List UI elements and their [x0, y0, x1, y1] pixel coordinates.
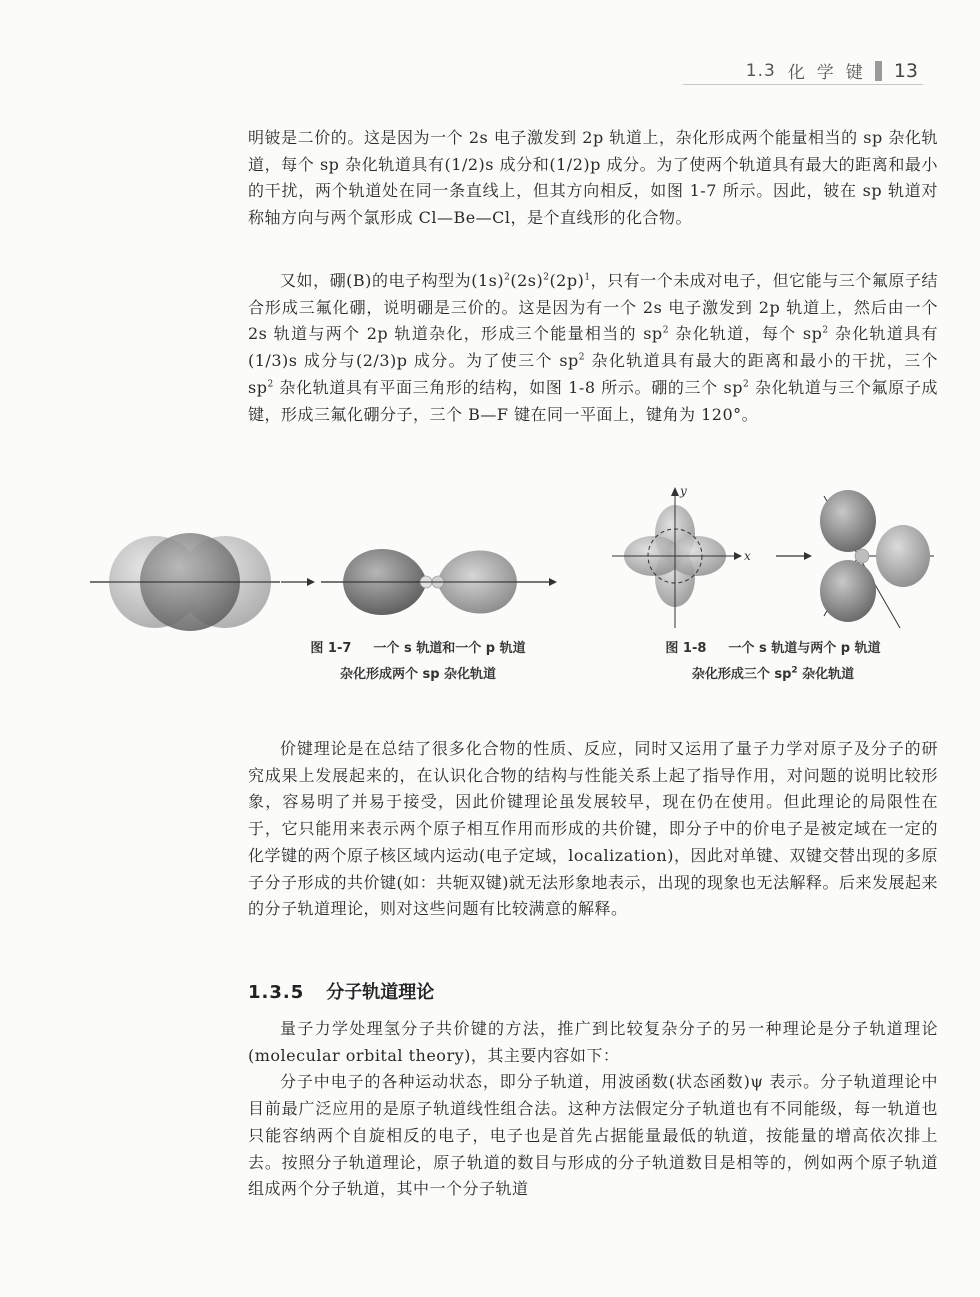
figure-number: 图 1-7 — [310, 641, 352, 656]
figure-number: 图 1-8 — [665, 641, 707, 656]
header-section-number: 1.3 — [745, 60, 776, 81]
paragraph-valence-bond — [248, 736, 938, 923]
page-number: 13 — [893, 59, 918, 82]
header-rule — [683, 84, 923, 85]
paragraph-1: 明铍是二价的。这是因为一个 2s 电子激发到 2p 轨道上，杂化形成两个能量相当的 sp 杂化轨道，每个 sp 杂化轨道具有(1/2)s 成分和(1/2)p 成分。为了使两个轨道具有最大的距离和最小的干扰，两个轨道处在同一条直线上，但其方向相反，如图 1-7 所示。因此，铍在 sp 轨道对称轴方向与两个氯形成 Cl—Be—Cl，是个直线形的化合物。 — [248, 128, 938, 228]
arrow-icon — [281, 578, 315, 586]
figure-1-7-illustration — [85, 525, 560, 635]
paragraph-boron — [248, 268, 938, 428]
section-heading — [248, 978, 434, 1004]
paragraph-3: 价键理论是在总结了很多化合物的性质、反应，同时又运用了量子力学对原子及分子的研究成果上发展起来的，在认识化合物的结构与性能关系上起了指导作用，对问题的说明比较形象，容易明了并易于接受，因此价键理论虽发展较早，现在仍在使用。但此理论的局限性在于，它只能用来表示两个原子相互作用而形成的共价键，即分子中的价电子是被定域在一定的化学键的两个原子核区域内运动(电子定域，localization)，因此对单键、双键交替出现的多原子分子形成的共价键(如：共轭双键)就无法形象地表示，出现的现象也无法解释。后来发展起来的分子轨道理论，则对这些问题有比较满意的解释。 — [248, 739, 938, 919]
running-header — [746, 58, 918, 83]
paragraph-2: 又如，硼(B)的电子构型为$(1s)^2(2s)^2(2p)^1$，只有一个未成对电子，但它能与三个氟原子结合形成三氟化硼，说明硼是三价的。这是因为有一个 2s 电子激发到 2p 轨道上，然后由一个 2s 轨道与两个 2p 轨道杂化，形成三个能量相当的 $sp^2$ 杂化轨道，每个 $sp^2$ 杂化轨道具有(1/3)s 成分与(2/3)p 成分。为了使三个 $sp^2$ 杂化轨道具有最大的距离和最小的干扰，三个 $sp^2$ 杂化轨道具有平面三角形的结构，如图 1-8 所示。硼的三个 $sp^2$ 杂化轨道与三个氟原子成键，形成三氟化硼分子，三个 B—F 键在同一平面上，键角为 120°。 — [248, 271, 938, 424]
header-divider — [875, 61, 882, 81]
sp2-hybrid-orbitals — [820, 490, 934, 628]
header-chapter-title: 化学键 — [787, 63, 875, 83]
paragraph-molecular-orbital — [248, 1016, 938, 1203]
paragraph-5: 分子中电子的各种运动状态，即分子轨道，用波函数(状态函数)ψ 表示。分子轨道理论中目前最广泛应用的是原子轨道线性组合法。这种方法假定分子轨道也有不同能级，每一轨道也只能容纳两个自旋相反的电子，电子也是首先占据能量最低的轨道，按能量的增高依次排上去。按照分子轨道理论，原子轨道的数目与形成的分子轨道数目是相等的，例如两个原子轨道组成两个分子轨道，其中一个分子轨道 — [248, 1072, 938, 1199]
section-number: 1.3.5 — [248, 982, 305, 1003]
figure-1-8-caption: 图 1-8 一个 s 轨道与两个 p 轨道 杂化形成三个 $sp^2$ 杂化轨道 — [665, 641, 881, 682]
paragraph-continuation — [248, 125, 938, 232]
section-title: 分子轨道理论 — [326, 982, 435, 1003]
arrow-icon — [776, 552, 812, 560]
axis-label-y: y — [680, 484, 687, 498]
axis-label-x: x — [744, 549, 751, 563]
figure-1-8-illustration — [600, 478, 940, 638]
paragraph-4: 量子力学处理氢分子共价键的方法，推广到比较复杂分子的另一种理论是分子轨道理论(molecular orbital theory)，其主要内容如下： — [248, 1019, 938, 1065]
figure-1-7-caption: 图 1-7 一个 s 轨道和一个 p 轨道 杂化形成两个 sp 杂化轨道 — [310, 641, 526, 682]
